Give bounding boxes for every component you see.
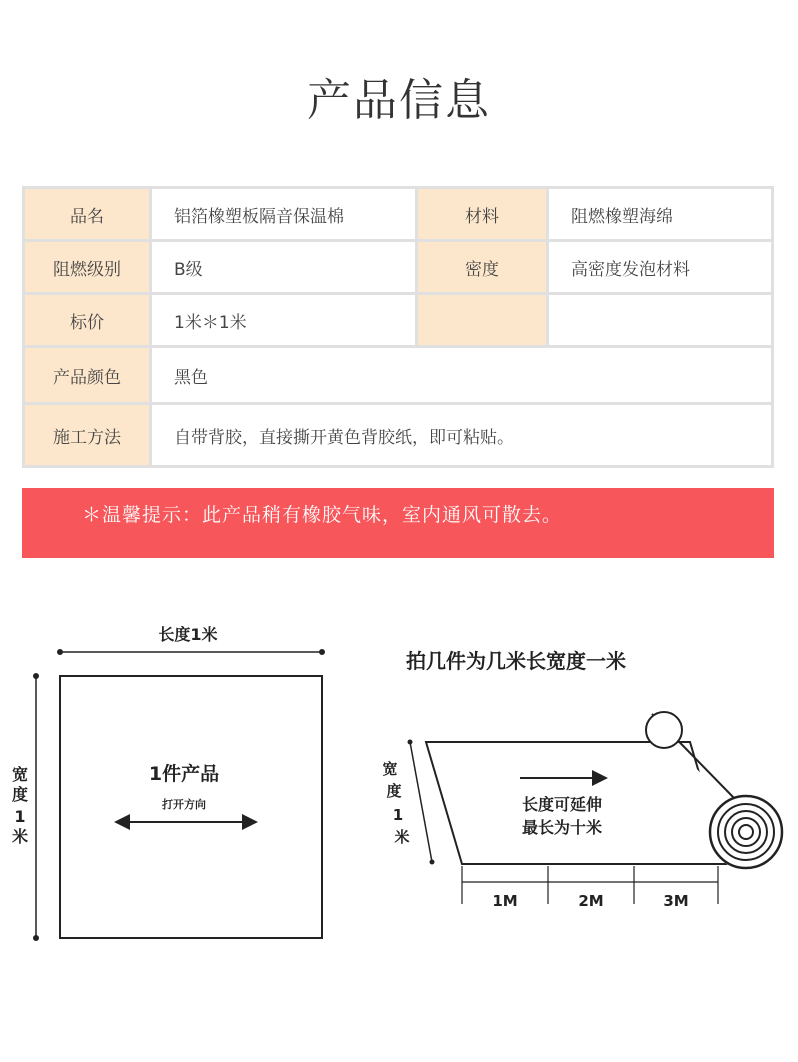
label-price: 标价 [25,295,149,345]
roll-side-char: 米 [394,828,410,846]
roll-side-dot-bottom [430,860,435,865]
value-price: 1米＊1米 [152,295,415,345]
label-density: 密度 [418,242,546,292]
roll-heading: 拍几件为几米长宽度一米 [406,649,626,673]
notice-banner [22,488,774,558]
label-product-name: 品名 [25,189,149,239]
segment-label: 2M [578,892,604,910]
value-fire-rating: B级 [152,242,415,292]
width-top-label: 长度1米 [158,625,218,644]
top-dimension-dot-left [57,649,63,655]
value-product-name: 铝箔橡塑板隔音保温棉 [152,189,415,239]
roll-side-char: 1 [392,806,404,824]
top-dimension-dot-right [319,649,325,655]
segment-label: 3M [663,892,689,910]
notice-text: ＊温馨提示：此产品稍有橡胶气味，室内通风可散去。 [82,504,563,526]
product-info-table [22,186,774,468]
size-diagram [0,600,798,1040]
roll-side-dot-top [408,740,413,745]
roll-diagram [382,649,782,910]
roll-side-char: 宽 [382,760,398,778]
value-empty [549,295,771,345]
label-empty [418,295,546,345]
extend-text-1: 长度可延伸 [521,795,603,814]
side-label-char: 宽 [11,765,29,784]
roll-far-end [646,712,682,748]
single-sheet-diagram [12,625,325,941]
value-install-method: 自带背胶，直接撕开黄色背胶纸，即可粘贴。 [152,405,771,465]
side-dimension-dot-bottom [33,935,39,941]
sheet-title: 1件产品 [148,763,220,785]
roll-side-dimension-line [410,742,432,862]
label-color: 产品颜色 [25,348,149,402]
side-label-char: 米 [11,827,29,846]
extend-text-2: 最长为十米 [521,818,603,837]
label-fire-rating: 阻燃级别 [25,242,149,292]
side-label-char: 1 [14,807,26,826]
roll-end [710,796,782,868]
value-material: 阻燃橡塑海绵 [549,189,771,239]
side-dimension-dot-top [33,673,39,679]
roll-side-char: 度 [386,782,402,800]
segment-label: 1M [492,892,518,910]
label-install-method: 施工方法 [25,405,149,465]
side-label-char: 度 [11,785,29,804]
sheet-subtitle: 打开方向 [162,798,206,811]
value-color: 黑色 [152,348,771,402]
value-density: 高密度发泡材料 [549,242,771,292]
label-material: 材料 [418,189,546,239]
page-title: 产品信息 [307,75,491,126]
